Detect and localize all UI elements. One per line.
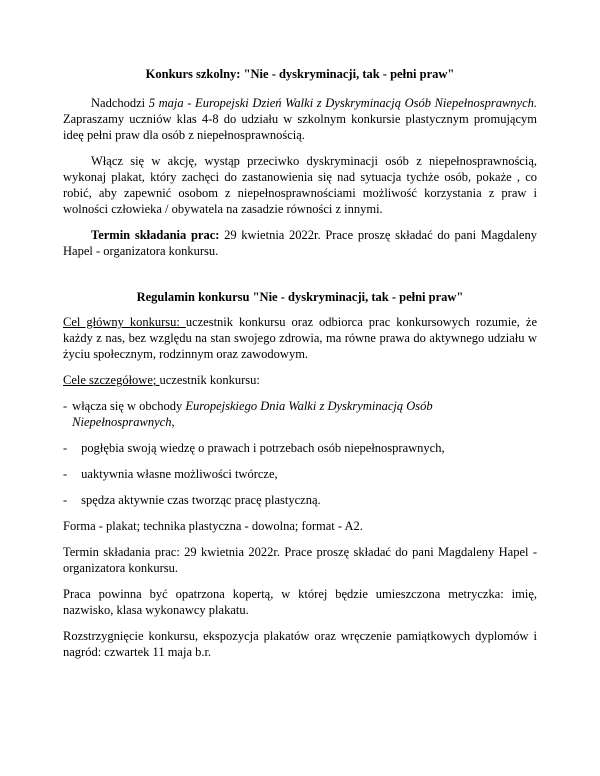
contest-title: Konkurs szkolny: "Nie - dyskryminacji, tak - pełni praw" — [145, 67, 455, 81]
deadline-label: Termin składania prac: — [91, 228, 220, 242]
bullet-item — [63, 398, 537, 430]
bullet-text-post: , — [171, 415, 175, 429]
deadline-text: 29 kwietnia 2022r. Prace proszę składać do pani Magdaleny Hapel - organizatora konkursu. — [63, 228, 537, 258]
detailed-goals-label: Cele szczegółowe; — [63, 373, 160, 387]
deadline-paragraph-2: Termin składania prac: 29 kwietnia 2022r. Prace proszę składać do pani Magdaleny Hapel - organizatora konkursu. — [63, 545, 537, 575]
detailed-goals-paragraph — [63, 372, 537, 388]
format-paragraph: Forma - plakat; technika plastyczna - dowolna; format - A2. — [63, 519, 363, 533]
bullet-text: spędza aktywnie czas tworząc pracę plastyczną. — [81, 493, 321, 507]
deadline-paragraph — [63, 227, 537, 259]
bullet-text — [72, 398, 537, 430]
rules-title: Regulamin konkursu "Nie - dyskryminacji, tak - pełni praw" — [136, 290, 464, 304]
bullet-item — [63, 466, 537, 482]
intro-paragraph — [63, 95, 537, 143]
main-goal-text: uczestnik konkursu oraz odbiorca prac konkursowych rozumie, że każdy z nas, bez względu na stan swojego zdrowia, ma równe prawa do aktywnego udziału w życiu społecznym, rodzinnym oraz zawodowym. — [63, 315, 537, 361]
bullet-item — [63, 492, 537, 508]
event-name-italic: 5 maja - Europejski Dzień Walki z Dyskryminacją Osób Niepełnosprawnych. — [148, 96, 537, 110]
bullet-dash: - — [63, 467, 68, 481]
detailed-goals-text: uczestnik konkursu: — [159, 373, 260, 387]
envelope-paragraph: Praca powinna być opatrzona kopertą, w której będzie umieszczona metryczka: imię, nazwisko, klasa wykonawcy plakatu. — [63, 587, 537, 617]
bullet-text: uaktywnia własne możliwości twórcze, — [81, 467, 278, 481]
main-goal-label: Cel główny konkursu: — [63, 315, 186, 329]
intro-lead: Nadchodzi — [91, 96, 149, 110]
bullet-text-pre: włącza się w obchody — [72, 399, 186, 413]
bullet-event-name-italic: Europejskiego Dnia Walki z Dyskryminacją Osób Niepełnosprawnych — [72, 399, 433, 429]
bullet-dash: - — [63, 493, 68, 507]
results-paragraph: Rozstrzygnięcie konkursu, ekspozycja plakatów oraz wręczenie pamiątkowych dyplomów i nagród: czwartek 11 maja b.r. — [63, 629, 537, 659]
bullet-item — [63, 440, 537, 456]
intro-rest: Zapraszamy uczniów klas 4-8 do udziału w szkolnym konkursie plastycznym promującym ideę pełni praw dla osób z niepełnosprawnością. — [63, 112, 537, 142]
bullet-text: pogłębia swoją wiedzę o prawach i potrzebach osób niepełnosprawnych, — [81, 441, 445, 455]
main-goal-paragraph — [63, 314, 537, 362]
bullet-dash: - — [63, 441, 68, 455]
call-to-action-paragraph: Włącz się w akcję, wystąp przeciwko dyskryminacji osób z niepełnosprawnością, wykonaj plakat, który zachęci do zastanowienia się nad sytuacja tychże osób, pokaże , co robić, aby zapewnić osobom z niepełnosprawnościami możliwość korzystania z praw i wolności człowieka / obywatela na zasadzie równości z innymi. — [63, 154, 537, 216]
bullet-dash: - — [63, 399, 68, 413]
